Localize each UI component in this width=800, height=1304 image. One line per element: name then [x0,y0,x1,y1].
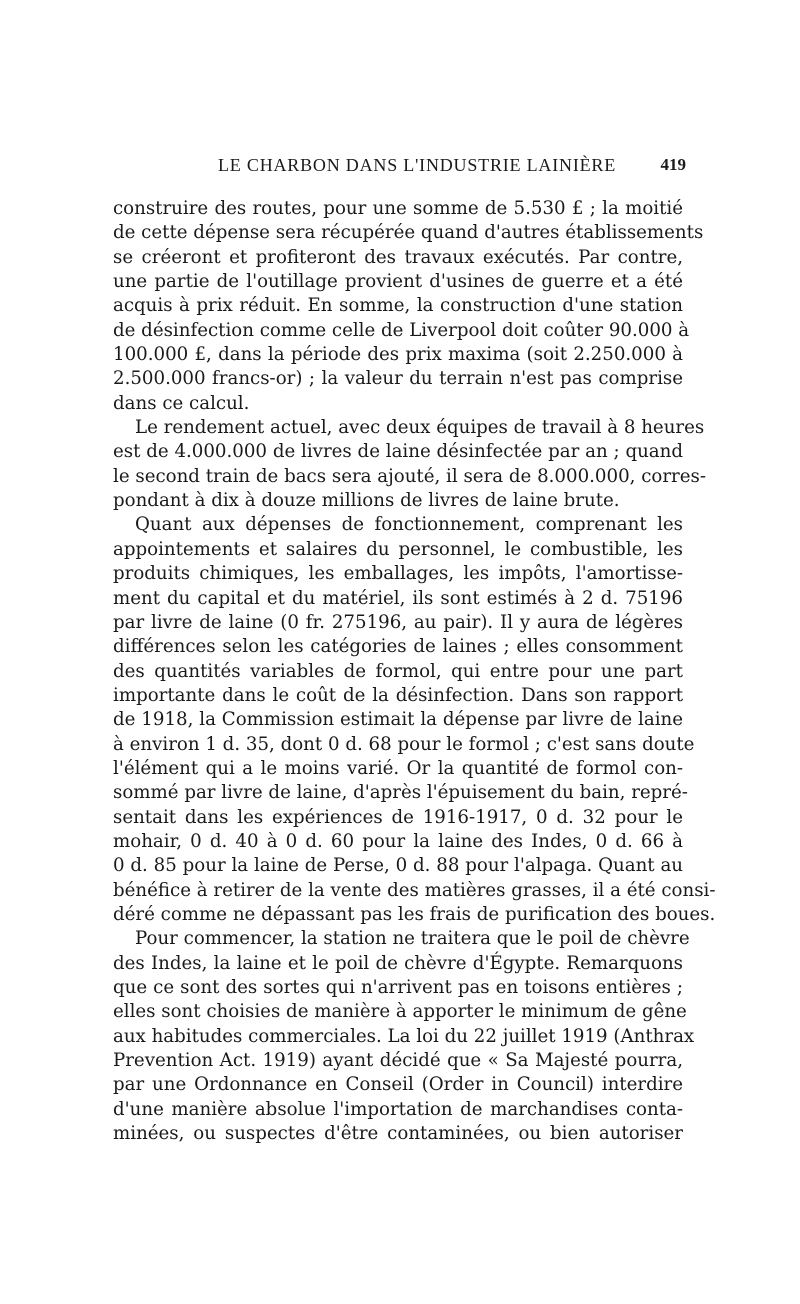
text-line: se créeront et profiteront des travaux exécutés. Par contre, [113,246,683,268]
text-line: appointements et salaires du personnel, le combustible, les [113,538,683,560]
text-line: de désinfection comme celle de Liverpool doit coûter 90.000 à [113,319,690,341]
text-line: bénéfice à retirer de la vente des matières grasses, il a été consi- [113,879,716,901]
text-line: produits chimiques, les emballages, les impôts, l'amortisse- [113,563,683,585]
text-line: importante dans le coût de la désinfection. Dans son rapport [113,684,683,706]
text-line: construire des routes, pour une somme de 5.530 £ ; la moitié [113,198,683,219]
text-line: 0 d. 85 pour la laine de Perse, 0 d. 88 pour l'alpaga. Quant au [113,855,683,877]
text-line: à environ 1 d. 35, dont 0 d. 68 pour le formol ; c'est sans doute [113,733,695,755]
text-line: que ce sont des sortes qui n'arrivent pas en toisons entières ; [113,977,683,998]
text-line: sentait dans les expériences de 1916-1917, 0 d. 32 pour le [113,806,683,828]
text-line: déré comme ne dépassant pas les frais de purification des boues. [113,903,716,925]
text-line: des Indes, la laine et le poil de chèvre d'Égypte. Remarquons [113,952,683,974]
text-line: différences selon les catégories de laines ; elles consomment [113,636,683,658]
page-number: 419 [660,155,686,174]
text-line: sommé par livre de laine, d'après l'épuisement du bain, repré- [113,782,688,804]
text-line: de cette dépense sera récupérée quand d'autres établissements [113,222,704,244]
text-line: par une Ordonnance en Conseil (Order in Council) interdire [113,1074,683,1096]
text-line: minées, ou suspectes d'être contaminées, ou bien autoriser [113,1123,683,1145]
body-text [113,197,716,1146]
text-line: mohair, 0 d. 40 à 0 d. 60 pour la laine des Indes, 0 d. 66 à [113,830,683,852]
text-line: dans ce calcul. [113,392,250,414]
text-line: l'élément qui a le moins varié. Or la quantité de formol con- [113,757,683,779]
text-line: une partie de l'outillage provient d'usines de guerre et a été [113,271,683,293]
text-line: Pour commencer, la station ne traitera que le poil de chèvre [135,928,690,950]
text-line: par livre de laine (0 fr. 275196, au pair). Il y aura de légères [113,611,683,633]
text-line: 100.000 £, dans la période des prix maxima (soit 2.250.000 à [113,344,683,366]
text-line: Quant aux dépenses de fonctionnement, comprenant les [135,514,683,536]
text-line: 2.500.000 francs-or) ; la valeur du terrain n'est pas comprise [113,368,683,390]
text-line: d'une manière absolue l'importation de marchandises conta- [113,1098,683,1120]
running-title: LE CHARBON DANS L'INDUSTRIE LAINIÈRE [218,155,617,175]
text-line: est de 4.000.000 de livres de laine désinfectée par an ; quand [113,441,683,463]
text-line: Le rendement actuel, avec deux équipes de travail à 8 heures [135,417,705,439]
text-line: le second train de bacs sera ajouté, il sera de 8.000.000, corres- [113,465,706,487]
text-line: pondant à dix à douze millions de livres de laine brute. [113,490,620,512]
text-line: aux habitudes commerciales. La loi du 22 juillet 1919 (Anthrax [113,1025,695,1047]
text-line: ment du capital et du matériel, ils sont estimés à 2 d. 75196 [113,587,683,609]
page-header [112,155,686,185]
text-line: des quantités variables de formol, qui entre pour une part [113,660,683,682]
text-line: Prevention Act. 1919) ayant décidé que « Sa Majesté pourra, [113,1050,683,1072]
text-line: elles sont choisies de manière à apporter le minimum de gêne [113,1001,687,1023]
text-line: acquis à prix réduit. En somme, la construction d'une station [113,295,683,317]
text-line: de 1918, la Commission estimait la dépense par livre de laine [113,709,683,731]
